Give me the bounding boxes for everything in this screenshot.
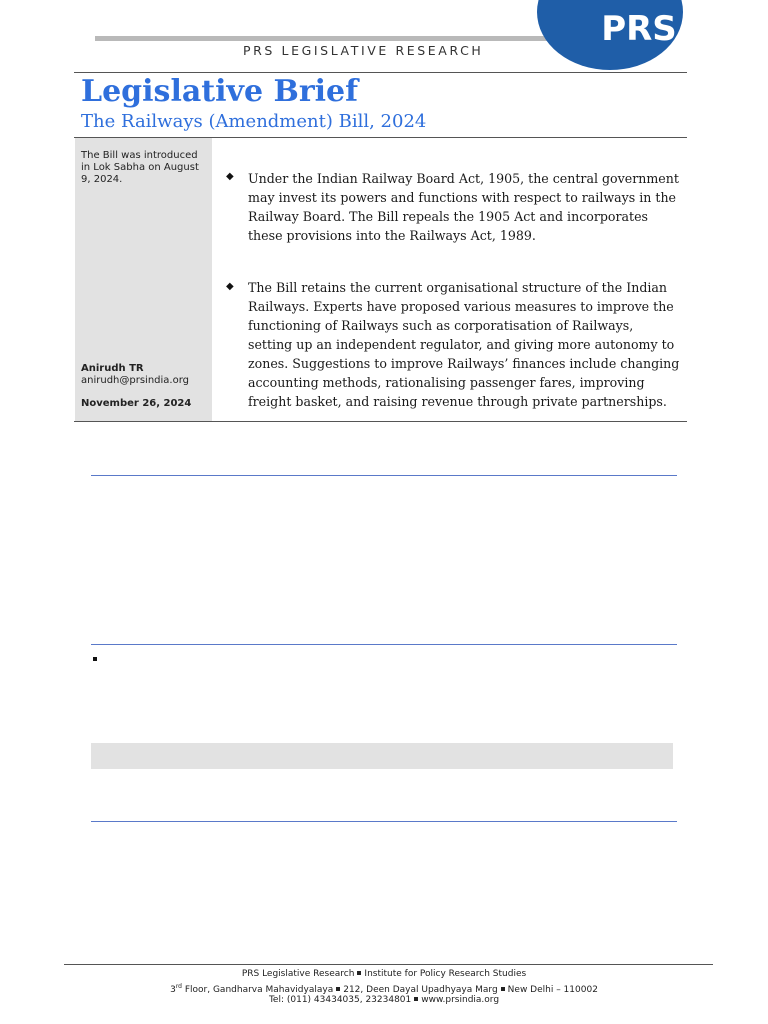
diamond-bullet-icon: ◆ xyxy=(226,281,234,292)
highlight-text: The Bill retains the current organisational structure of the Indian Railways. Experts have proposed various measures to improve the functioning of Railways such as corporatisation of Railways, setting up an independent regulator, and giving more autonomy to zones. Suggestions to improve Railways’ finances include changing accounting methods, rationalising passenger fares, improving freight basket, and raising revenue through private partnerships. xyxy=(248,280,680,409)
footer-city: New Delhi – 110002 xyxy=(507,985,598,995)
footer-floor-num: 3 xyxy=(170,985,176,995)
diamond-bullet-icon: ◆ xyxy=(226,171,234,182)
author-name: Anirudh TR xyxy=(81,363,144,374)
section-rule xyxy=(91,821,677,822)
footer-org: PRS Legislative Research xyxy=(241,969,355,979)
author-email: anirudh@prsindia.org xyxy=(81,375,189,386)
square-bullet-icon xyxy=(93,657,97,661)
separator-square-icon xyxy=(357,971,361,975)
separator-square-icon xyxy=(501,987,505,991)
separator-square-icon xyxy=(336,987,340,991)
footer-tel: Tel: (011) 43434035, 23234801 xyxy=(268,995,412,1005)
header-grey-bar xyxy=(95,36,600,41)
separator-square-icon xyxy=(414,997,418,1001)
sidebar-intro: The Bill was introduced in Lok Sabha on August 9, 2024. xyxy=(81,150,199,185)
footer-floor-sup: rd xyxy=(175,983,182,990)
footer-line-contact xyxy=(0,994,768,1006)
section-rule xyxy=(91,475,677,476)
footer-rule xyxy=(64,964,713,965)
brief-date: November 26, 2024 xyxy=(81,398,192,409)
footer-institute: Institute for Policy Research Studies xyxy=(364,969,527,979)
logo-text: PRS xyxy=(601,9,677,49)
header-org-name: PRS LEGISLATIVE RESEARCH xyxy=(243,43,484,58)
section-rule xyxy=(91,644,677,645)
footer-website-link[interactable]: www.prsindia.org xyxy=(421,995,500,1005)
highlight-text: Under the Indian Railway Board Act, 1905, the central government may invest its powers and functions with respect to railways in the Railway Board. The Bill repeals the 1905 Act and incorporates these provisions into the Railways Act, 1989. xyxy=(248,171,679,243)
summary-box-bottom-rule xyxy=(74,421,687,422)
footer-line-org xyxy=(0,968,768,980)
header-rule xyxy=(74,72,687,73)
footer-street: 212, Deen Dayal Upadhyaya Marg xyxy=(343,985,498,995)
prs-logo-icon xyxy=(535,0,685,72)
grey-band xyxy=(91,743,673,769)
page-subtitle: The Railways (Amendment) Bill, 2024 xyxy=(81,111,427,132)
page-title: Legislative Brief xyxy=(81,74,359,109)
footer-floor-rest: Floor, Gandharva Mahavidyalaya xyxy=(181,985,334,995)
